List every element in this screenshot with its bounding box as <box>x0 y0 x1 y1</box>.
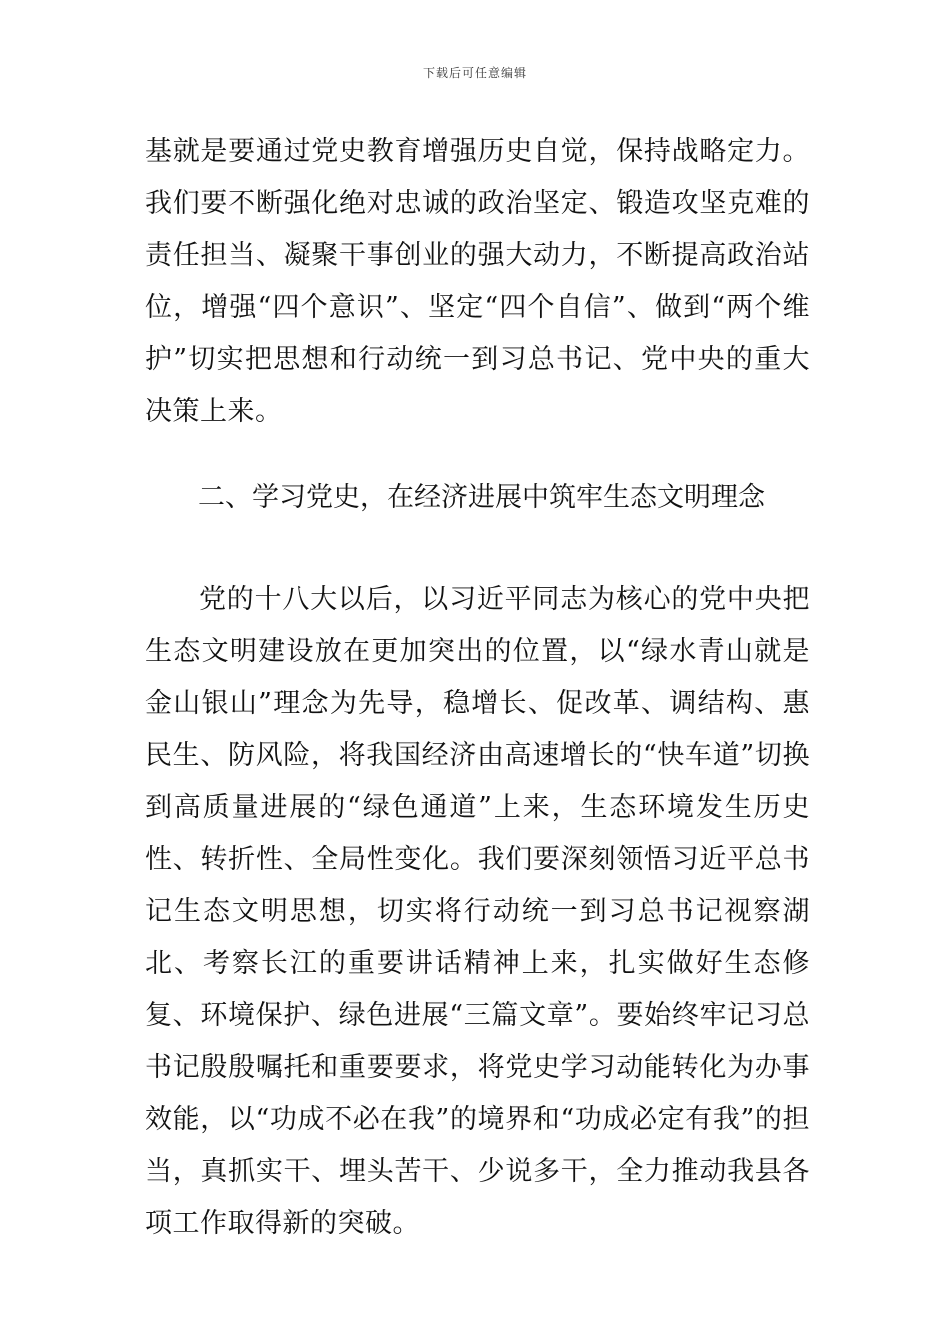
body-paragraph-2: 党的十八大以后，以习近平同志为核心的党中央把生态文明建设放在更加突出的位置，以“绿水青山就是金山银山”理念为先导，稳增长、促改革、调结构、惠民生、防风险，将我国经济由高速增长的“快车道”切换到高质量进展的“绿色通道”上来，生态环境发生历史性、转折性、全局性变化。我们要深刻领悟习近平总书记生态文明思想，切实将行动统一到习总书记视察湖北、考察长江的重要讲话精神上来，扎实做好生态修复、环境保护、绿色进展“三篇文章”。要始终牢记习总书记殷殷嘱托和重要要求，将党史学习动能转化为办事效能，以“功成不必在我”的境界和“功成必定有我”的担当，真抓实干、埋头苦干、少说多干，全力推动我县各项工作取得新的突破。 <box>145 584 810 1239</box>
page-header: 下载后可任意编辑 <box>422 66 527 80</box>
section-heading: 二、学习党史，在经济进展中筑牢生态文明理念 <box>198 482 765 513</box>
body-paragraph-1: 基就是要通过党史教育增强历史自觉，保持战略定力。我们要不断强化绝对忠诚的政治坚定、锻造攻坚克难的责任担当、凝聚干事创业的强大动力，不断提高政治站位，增强“四个意识”、坚定“四个自信”、做到“两个维护”切实把思想和行动统一到习总书记、党中央的重大决策上来。 <box>145 136 810 427</box>
